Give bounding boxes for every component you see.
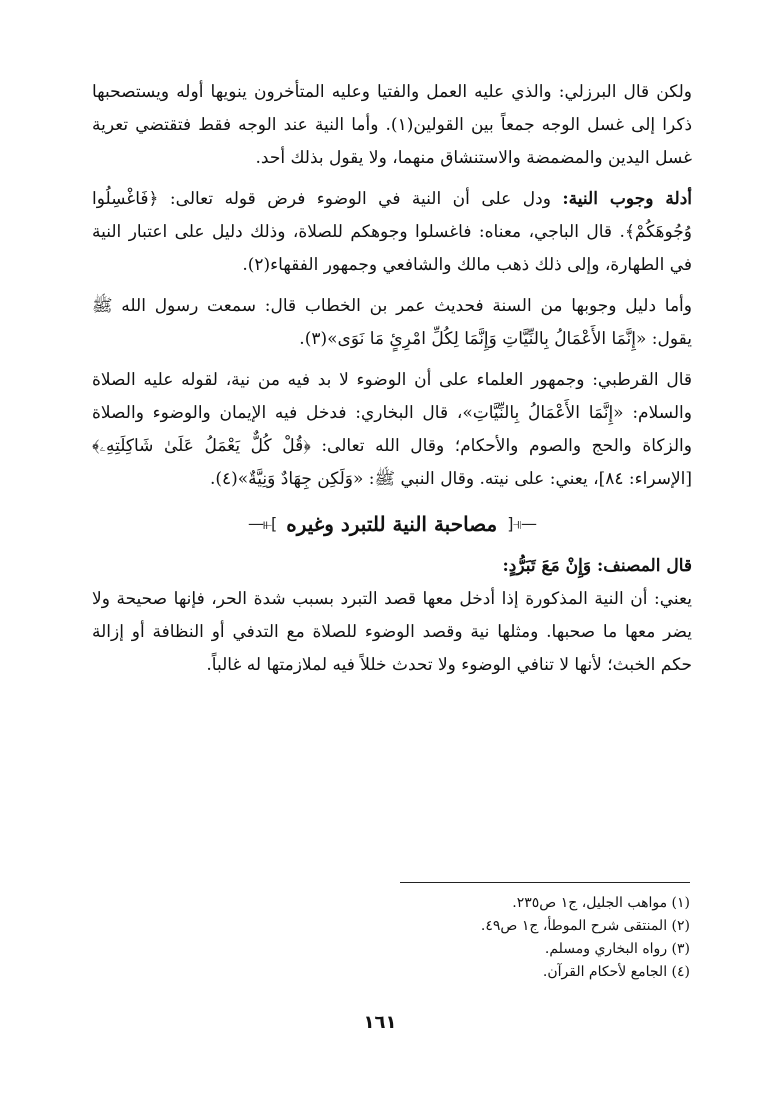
footnote-divider bbox=[400, 882, 690, 883]
section-heading bbox=[92, 504, 692, 544]
paragraph-evidence bbox=[92, 183, 692, 282]
footnote-2: (٢) المنتقى شرح الموطأ، ج١ ص٤٩. bbox=[480, 918, 690, 934]
author-line: قال المصنف: وَإِنْ مَعَ تَبَرُّدٍ: bbox=[502, 556, 692, 576]
paragraph-sunnah: وأما دليل وجوبها من السنة فحديث عمر بن الخطاب قال: سمعت رسول الله ﷺ يقول: «إِنَّمَا الأَعْمَالُ بِالنِّيَّاتِ وَإِنَّمَا لِكُلِّ امْرِئٍ مَا نَوَى»(٣). bbox=[92, 296, 692, 349]
footnote-4: (٤) الجامع لأحكام القرآن. bbox=[542, 964, 690, 980]
footnote-3: (٣) رواه البخاري ومسلم. bbox=[544, 941, 690, 957]
paragraph-tabarrud: يعني: أن النية المذكورة إذا أدخل معها قصد التبرد بسبب شدة الحر، فإنها صحيحة ولا يضر معها ما صحبها. ومثلها نية وقصد الوضوء للصلاة مع التدفي أو النظافة أو إزالة حكم الخبث؛ لأنها لا تنافي الوضوء ولا تحدث خللاً فيه لملازمتها له غالباً. bbox=[92, 589, 692, 675]
footnotes bbox=[300, 892, 690, 984]
ornament-left-icon: —⫦[ bbox=[247, 514, 277, 533]
section-title: مصاحبة النية للتبرد وغيره bbox=[286, 512, 498, 536]
ornament-right-icon: ]⫣— bbox=[507, 514, 537, 533]
page-number: ١٦١ bbox=[363, 1012, 397, 1033]
footnote-1: (١) مواهب الجليل، ج١ ص٢٣٥. bbox=[512, 895, 690, 911]
paragraph-barzali: ولكن قال البرزلي: والذي عليه العمل والفتيا وعليه المتأخرون ينويها أوله ويستصحبها ذكرا إلى غسل الوجه جمعاً بين القولين(١). وأما النية عند الوجه فقط فتقتضي تعرية غسل اليدين والمضمضة والاستنشاق منهما، ولا يقول بذلك أحد. bbox=[92, 82, 693, 168]
evidence-heading: أدلة وجوب النية: bbox=[562, 189, 693, 209]
evidence-text: ودل على أن النية في الوضوء فرض قوله تعالى: ﴿فَاغْسِلُوا وُجُوهَكُمْ﴾. قال الباجي، معناه: فاغسلوا وجوهكم للصلاة، وذلك دليل على اعتبار النية في الطهارة، وإلى ذلك ذهب مالك والشافعي وجمهور الفقهاء(٢). bbox=[92, 189, 692, 275]
page-body bbox=[92, 76, 692, 690]
paragraph-qurtubi: قال القرطبي: وجمهور العلماء على أن الوضوء لا بد فيه من نية، لقوله عليه الصلاة والسلام: «إِنَّمَا الأَعْمَالُ بِالنِّيَّاتِ»، قال البخاري: فدخل فيه الإيمان والوضوء والصلاة والزكاة والحج والصوم والأحكام؛ وقال الله تعالى: ﴿قُلْ كُلٌّ يَعْمَلُ عَلَىٰ شَاكِلَتِهِۦ﴾ [الإسراء: ٨٤]، يعني: على نيته. وقال النبي ﷺ: «وَلَكِن جِهَادٌ وَنِيَّةٌ»(٤). bbox=[92, 370, 692, 489]
